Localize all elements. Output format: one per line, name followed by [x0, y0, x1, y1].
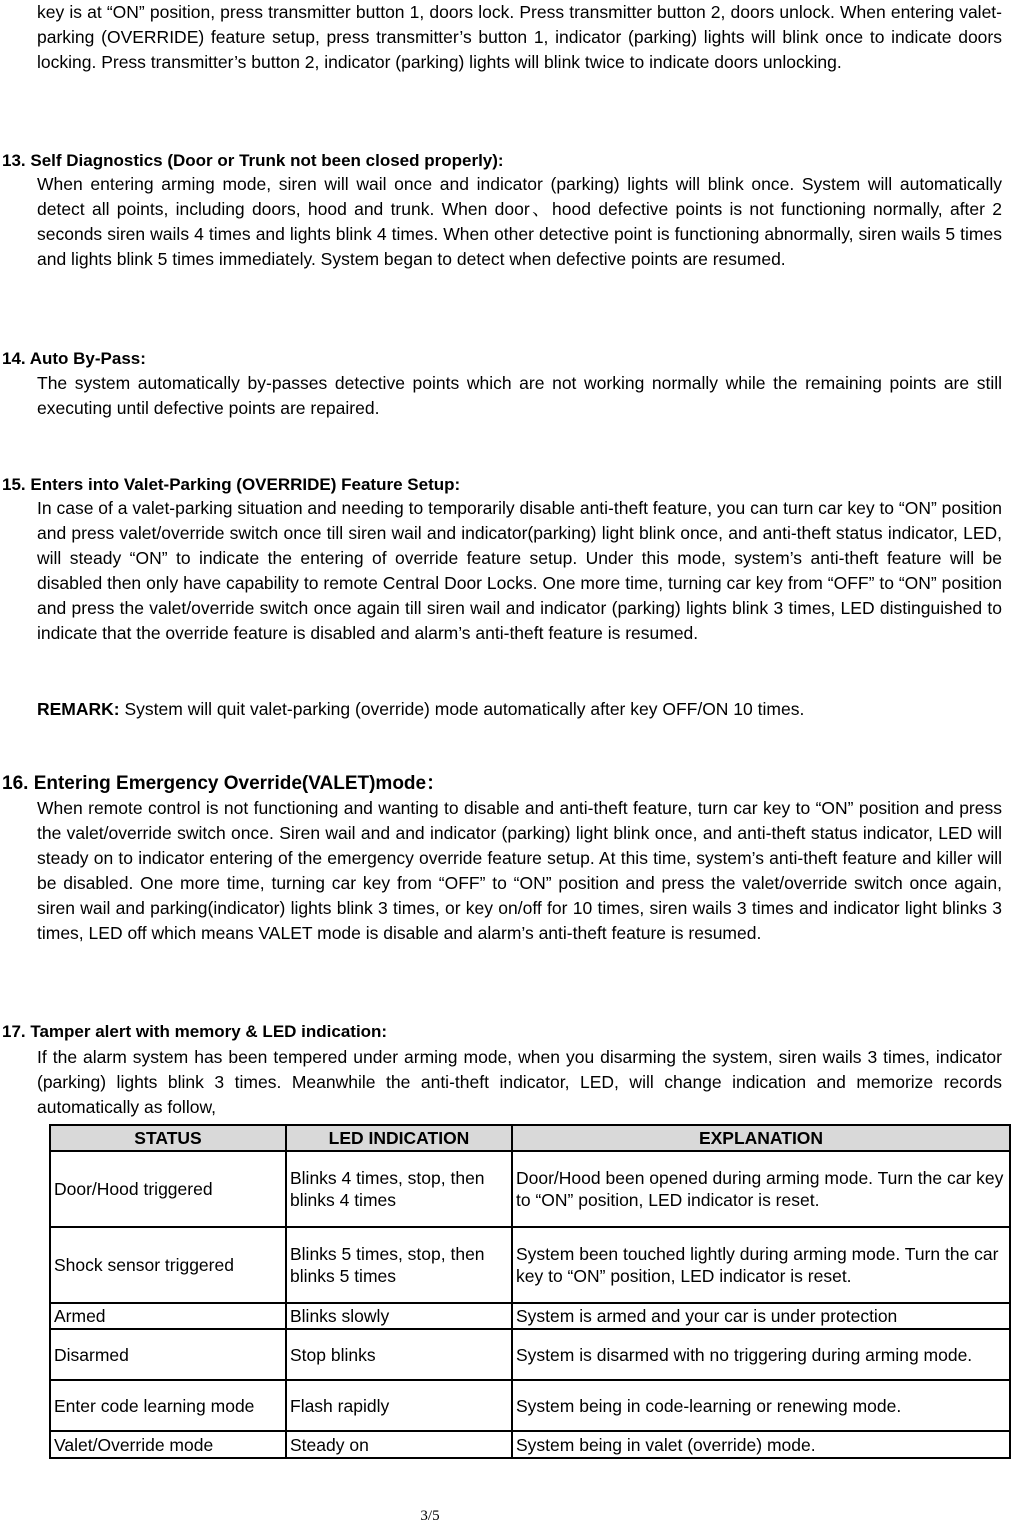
section-13-text: When entering arming mode, siren will wail once and indicator (parking) lights will blink once. System will automatically detect all points, including doors, hood and trunk. When door、hood defective points is not functioning normally, after 2 seconds siren wails 4 times and lights blink 4 times. When other detective point is functioning abnormally, siren wails 5 times and lights blink 5 times immediately. System began to detect when defective points are resumed.	[37, 174, 1002, 269]
table-header-row	[50, 1125, 1010, 1151]
explanation-cell: System is armed and your car is under protection	[512, 1303, 1010, 1329]
table-row	[50, 1431, 1010, 1458]
section-15-remark	[37, 697, 1002, 722]
status-cell: Door/Hood triggered	[50, 1151, 286, 1227]
status-cell: Disarmed	[50, 1329, 286, 1380]
remark-text: System will quit valet-parking (override) mode automatically after key OFF/ON 10 times.	[119, 699, 805, 719]
section-17-text: If the alarm system has been tempered under arming mode, when you disarming the system, siren wails 3 times, indicator (parking) lights blink 3 times. Meanwhile the anti-theft indicator, LED, will change indication and memorize records automatically as follow,	[37, 1047, 1002, 1117]
header-status: STATUS	[50, 1125, 286, 1151]
led-cell: Stop blinks	[286, 1329, 512, 1380]
status-cell: Valet/Override mode	[50, 1431, 286, 1458]
led-cell: Steady on	[286, 1431, 512, 1458]
status-cell: Armed	[50, 1303, 286, 1329]
explanation-cell: System being in code-learning or renewing mode.	[512, 1380, 1010, 1431]
table-row	[50, 1329, 1010, 1380]
remark-label: REMARK:	[37, 699, 120, 719]
table-row	[50, 1227, 1010, 1303]
led-cell: Blinks slowly	[286, 1303, 512, 1329]
led-cell: Flash rapidly	[286, 1380, 512, 1431]
table-row	[50, 1151, 1010, 1227]
explanation-cell: Door/Hood been opened during arming mode. Turn the car key to “ON” position, LED indicator is reset.	[512, 1151, 1010, 1227]
explanation-cell: System being in valet (override) mode.	[512, 1431, 1010, 1458]
page-number: 3/5	[420, 1508, 440, 1524]
header-explanation: EXPLANATION	[512, 1125, 1010, 1151]
led-indication-table	[49, 1124, 1011, 1459]
led-cell: Blinks 4 times, stop, then blinks 4 times	[286, 1151, 512, 1227]
explanation-cell: System is disarmed with no triggering during arming mode.	[512, 1329, 1010, 1380]
section-16-text: When remote control is not functioning and wanting to disable and anti-theft feature, turn car key to “ON” position and press the valet/override switch once. Siren wail and and indicator (parking) light blink once, and anti-theft status indicator, LED will steady on to indicator entering of the emergency override feature setup. At this time, system’s anti-theft feature and killer will be disabled. One more time, turning car key from “OFF” to “ON” position and press the valet/override switch once again, siren wail and parking(indicator) lights blink 3 times, or key on/off for 10 times, siren wails 3 times and indicator light blinks 3 times, LED off which means VALET mode is disable and alarm’s anti-theft feature is resumed.	[37, 798, 1002, 943]
section-13-title: 13. Self Diagnostics (Door or Trunk not been closed properly):	[2, 151, 504, 170]
explanation-cell: System been touched lightly during arming mode. Turn the car key to “ON” position, LED indicator is reset.	[512, 1227, 1010, 1303]
status-cell: Enter code learning mode	[50, 1380, 286, 1431]
section-14-text: The system automatically by-passes detective points which are not working normally while the remaining points are still executing until defective points are repaired.	[37, 373, 1002, 418]
header-led-indication: LED INDICATION	[286, 1125, 512, 1151]
table-row	[50, 1303, 1010, 1329]
table-row	[50, 1380, 1010, 1431]
intro-paragraph: key is at “ON” position, press transmitter button 1, doors lock. Press transmitter button 2, doors unlock. When entering valet-parking (OVERRIDE) feature setup, press transmitter’s button 1, indicator (parking) lights will blink once to indicate doors locking. Press transmitter’s button 2, indicator (parking) lights will blink twice to indicate doors unlocking.	[37, 2, 1002, 72]
section-15-text: In case of a valet-parking situation and needing to temporarily disable anti-theft feature, you can turn car key to “ON” position and press valet/override switch once till siren wail and indicator(parking) light blink once, and anti-theft status indicator, LED, will steady “ON” to indicate the entering of override feature setup. Under this mode, system’s anti-theft feature will be disabled then only have capability to remote Central Door Locks. One more time, turning car key from “OFF” to “ON” position and press the valet/override switch once again till siren wail and indicator (parking) lights blink 3 times, LED distinguished to indicate that the override feature is disabled and alarm’s anti-theft feature is resumed.	[37, 498, 1002, 643]
status-cell: Shock sensor triggered	[50, 1227, 286, 1303]
section-17-title: 17. Tamper alert with memory & LED indication:	[2, 1022, 388, 1041]
led-cell: Blinks 5 times, stop, then blinks 5 times	[286, 1227, 512, 1303]
section-16-title: 16. Entering Emergency Override(VALET)mode：	[2, 773, 446, 794]
section-15-title: 15. Enters into Valet-Parking (OVERRIDE) Feature Setup:	[2, 475, 461, 494]
section-14-title: 14. Auto By-Pass:	[2, 349, 146, 368]
